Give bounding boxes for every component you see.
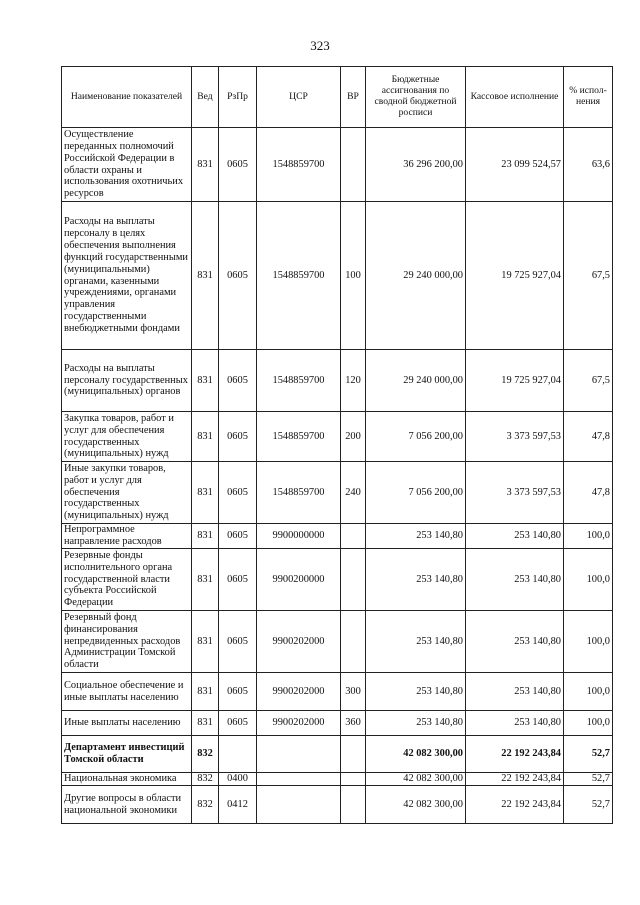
row-rzpr: 0605 (219, 673, 257, 711)
row-rzpr: 0400 (219, 773, 257, 786)
row-csr: 1548859700 (257, 412, 341, 462)
row-ved: 831 (192, 711, 219, 736)
row-vr: 360 (341, 711, 366, 736)
row-percent: 52,7 (564, 773, 613, 786)
row-percent: 67,5 (564, 350, 613, 412)
header-csr: ЦСР (257, 67, 341, 128)
row-name: Департамент инвестиций Томской области (62, 736, 192, 773)
row-budget: 253 140,80 (366, 611, 466, 673)
header-percent: % испол-нения (564, 67, 613, 128)
row-ved: 831 (192, 462, 219, 524)
row-name: Иные закупки товаров, работ и услуг для обеспечения государственных (муниципальных) нужд (62, 462, 192, 524)
row-percent: 100,0 (564, 711, 613, 736)
row-percent: 100,0 (564, 611, 613, 673)
row-csr (257, 786, 341, 824)
row-percent: 47,8 (564, 412, 613, 462)
row-ved: 832 (192, 736, 219, 773)
row-ved: 831 (192, 524, 219, 549)
row-budget: 253 140,80 (366, 549, 466, 611)
row-vr (341, 736, 366, 773)
row-ved: 831 (192, 350, 219, 412)
table-header-row (62, 67, 613, 128)
row-cash: 253 140,80 (466, 673, 564, 711)
row-csr: 9900200000 (257, 549, 341, 611)
row-vr (341, 128, 366, 202)
row-csr: 1548859700 (257, 462, 341, 524)
row-name: Резервные фонды исполнительного органа государственной власти субъекта Российской Федерации (62, 549, 192, 611)
row-name: Социальное обеспечение и иные выплаты населению (62, 673, 192, 711)
row-name: Расходы на выплаты персоналу в целях обеспечения выполнения функций государственными (муниципальными) органами, казенными учреждениями, органами управления государственными внебюджетными фондами (62, 202, 192, 350)
header-rzpr: РзПр (219, 67, 257, 128)
table-row (62, 786, 613, 824)
row-name: Непрограммное направление расходов (62, 524, 192, 549)
row-budget: 7 056 200,00 (366, 412, 466, 462)
row-csr (257, 773, 341, 786)
row-percent: 100,0 (564, 524, 613, 549)
row-name: Расходы на выплаты персоналу государственных (муниципальных) органов (62, 350, 192, 412)
row-cash: 19 725 927,04 (466, 202, 564, 350)
row-cash: 253 140,80 (466, 524, 564, 549)
row-name: Другие вопросы в области национальной экономики (62, 786, 192, 824)
row-vr: 240 (341, 462, 366, 524)
header-name: Наименование показателей (62, 67, 192, 128)
table-row (62, 611, 613, 673)
row-ved: 832 (192, 786, 219, 824)
row-budget: 36 296 200,00 (366, 128, 466, 202)
row-cash: 253 140,80 (466, 611, 564, 673)
row-percent: 100,0 (564, 549, 613, 611)
row-rzpr: 0605 (219, 711, 257, 736)
header-vr: ВР (341, 67, 366, 128)
row-rzpr: 0412 (219, 786, 257, 824)
row-vr: 120 (341, 350, 366, 412)
row-ved: 832 (192, 773, 219, 786)
header-ved: Вед (192, 67, 219, 128)
table-row (62, 412, 613, 462)
table-row (62, 128, 613, 202)
table-row (62, 350, 613, 412)
row-budget: 29 240 000,00 (366, 202, 466, 350)
row-ved: 831 (192, 202, 219, 350)
row-name: Иные выплаты населению (62, 711, 192, 736)
row-percent: 52,7 (564, 736, 613, 773)
row-budget: 42 082 300,00 (366, 786, 466, 824)
row-rzpr: 0605 (219, 549, 257, 611)
row-rzpr: 0605 (219, 611, 257, 673)
row-csr: 9900202000 (257, 711, 341, 736)
budget-execution-table (61, 66, 613, 824)
row-vr: 100 (341, 202, 366, 350)
row-vr (341, 611, 366, 673)
row-csr: 1548859700 (257, 350, 341, 412)
row-rzpr: 0605 (219, 412, 257, 462)
row-name: Осуществление переданных полномочий Российской Федерации в области охраны и использования охотничьих ресурсов (62, 128, 192, 202)
row-name: Резервный фонд финансирования непредвиденных расходов Администрации Томской области (62, 611, 192, 673)
row-csr: 9900202000 (257, 673, 341, 711)
row-vr (341, 524, 366, 549)
row-csr: 1548859700 (257, 128, 341, 202)
row-ved: 831 (192, 412, 219, 462)
row-cash: 253 140,80 (466, 549, 564, 611)
table-row (62, 773, 613, 786)
row-ved: 831 (192, 128, 219, 202)
row-rzpr: 0605 (219, 350, 257, 412)
row-percent: 67,5 (564, 202, 613, 350)
row-rzpr: 0605 (219, 128, 257, 202)
row-cash: 19 725 927,04 (466, 350, 564, 412)
row-cash: 22 192 243,84 (466, 773, 564, 786)
table-row (62, 673, 613, 711)
row-budget: 7 056 200,00 (366, 462, 466, 524)
row-ved: 831 (192, 549, 219, 611)
row-csr: 9900202000 (257, 611, 341, 673)
row-csr (257, 736, 341, 773)
header-budget: Бюджетные ассигнования по сводной бюджетной росписи (366, 67, 466, 128)
row-name: Закупка товаров, работ и услуг для обеспечения государственных (муниципальных) нужд (62, 412, 192, 462)
row-rzpr (219, 736, 257, 773)
row-name: Национальная экономика (62, 773, 192, 786)
table-row (62, 711, 613, 736)
row-ved: 831 (192, 673, 219, 711)
row-budget: 253 140,80 (366, 673, 466, 711)
row-cash: 23 099 524,57 (466, 128, 564, 202)
row-csr: 9900000000 (257, 524, 341, 549)
row-vr: 300 (341, 673, 366, 711)
row-budget: 29 240 000,00 (366, 350, 466, 412)
row-percent: 100,0 (564, 673, 613, 711)
table-row (62, 462, 613, 524)
row-cash: 253 140,80 (466, 711, 564, 736)
row-csr: 1548859700 (257, 202, 341, 350)
row-vr: 200 (341, 412, 366, 462)
header-cash: Кассовое исполнение (466, 67, 564, 128)
row-budget: 42 082 300,00 (366, 773, 466, 786)
row-vr (341, 773, 366, 786)
row-cash: 3 373 597,53 (466, 412, 564, 462)
row-cash: 22 192 243,84 (466, 736, 564, 773)
row-rzpr: 0605 (219, 524, 257, 549)
row-rzpr: 0605 (219, 462, 257, 524)
table-row (62, 549, 613, 611)
row-ved: 831 (192, 611, 219, 673)
row-vr (341, 549, 366, 611)
row-budget: 253 140,80 (366, 711, 466, 736)
table-row (62, 524, 613, 549)
row-cash: 22 192 243,84 (466, 786, 564, 824)
row-rzpr: 0605 (219, 202, 257, 350)
row-percent: 47,8 (564, 462, 613, 524)
row-vr (341, 786, 366, 824)
page-number: 323 (310, 38, 330, 53)
table-row (62, 736, 613, 773)
row-percent: 52,7 (564, 786, 613, 824)
row-percent: 63,6 (564, 128, 613, 202)
row-budget: 42 082 300,00 (366, 736, 466, 773)
table-row (62, 202, 613, 350)
row-budget: 253 140,80 (366, 524, 466, 549)
row-cash: 3 373 597,53 (466, 462, 564, 524)
